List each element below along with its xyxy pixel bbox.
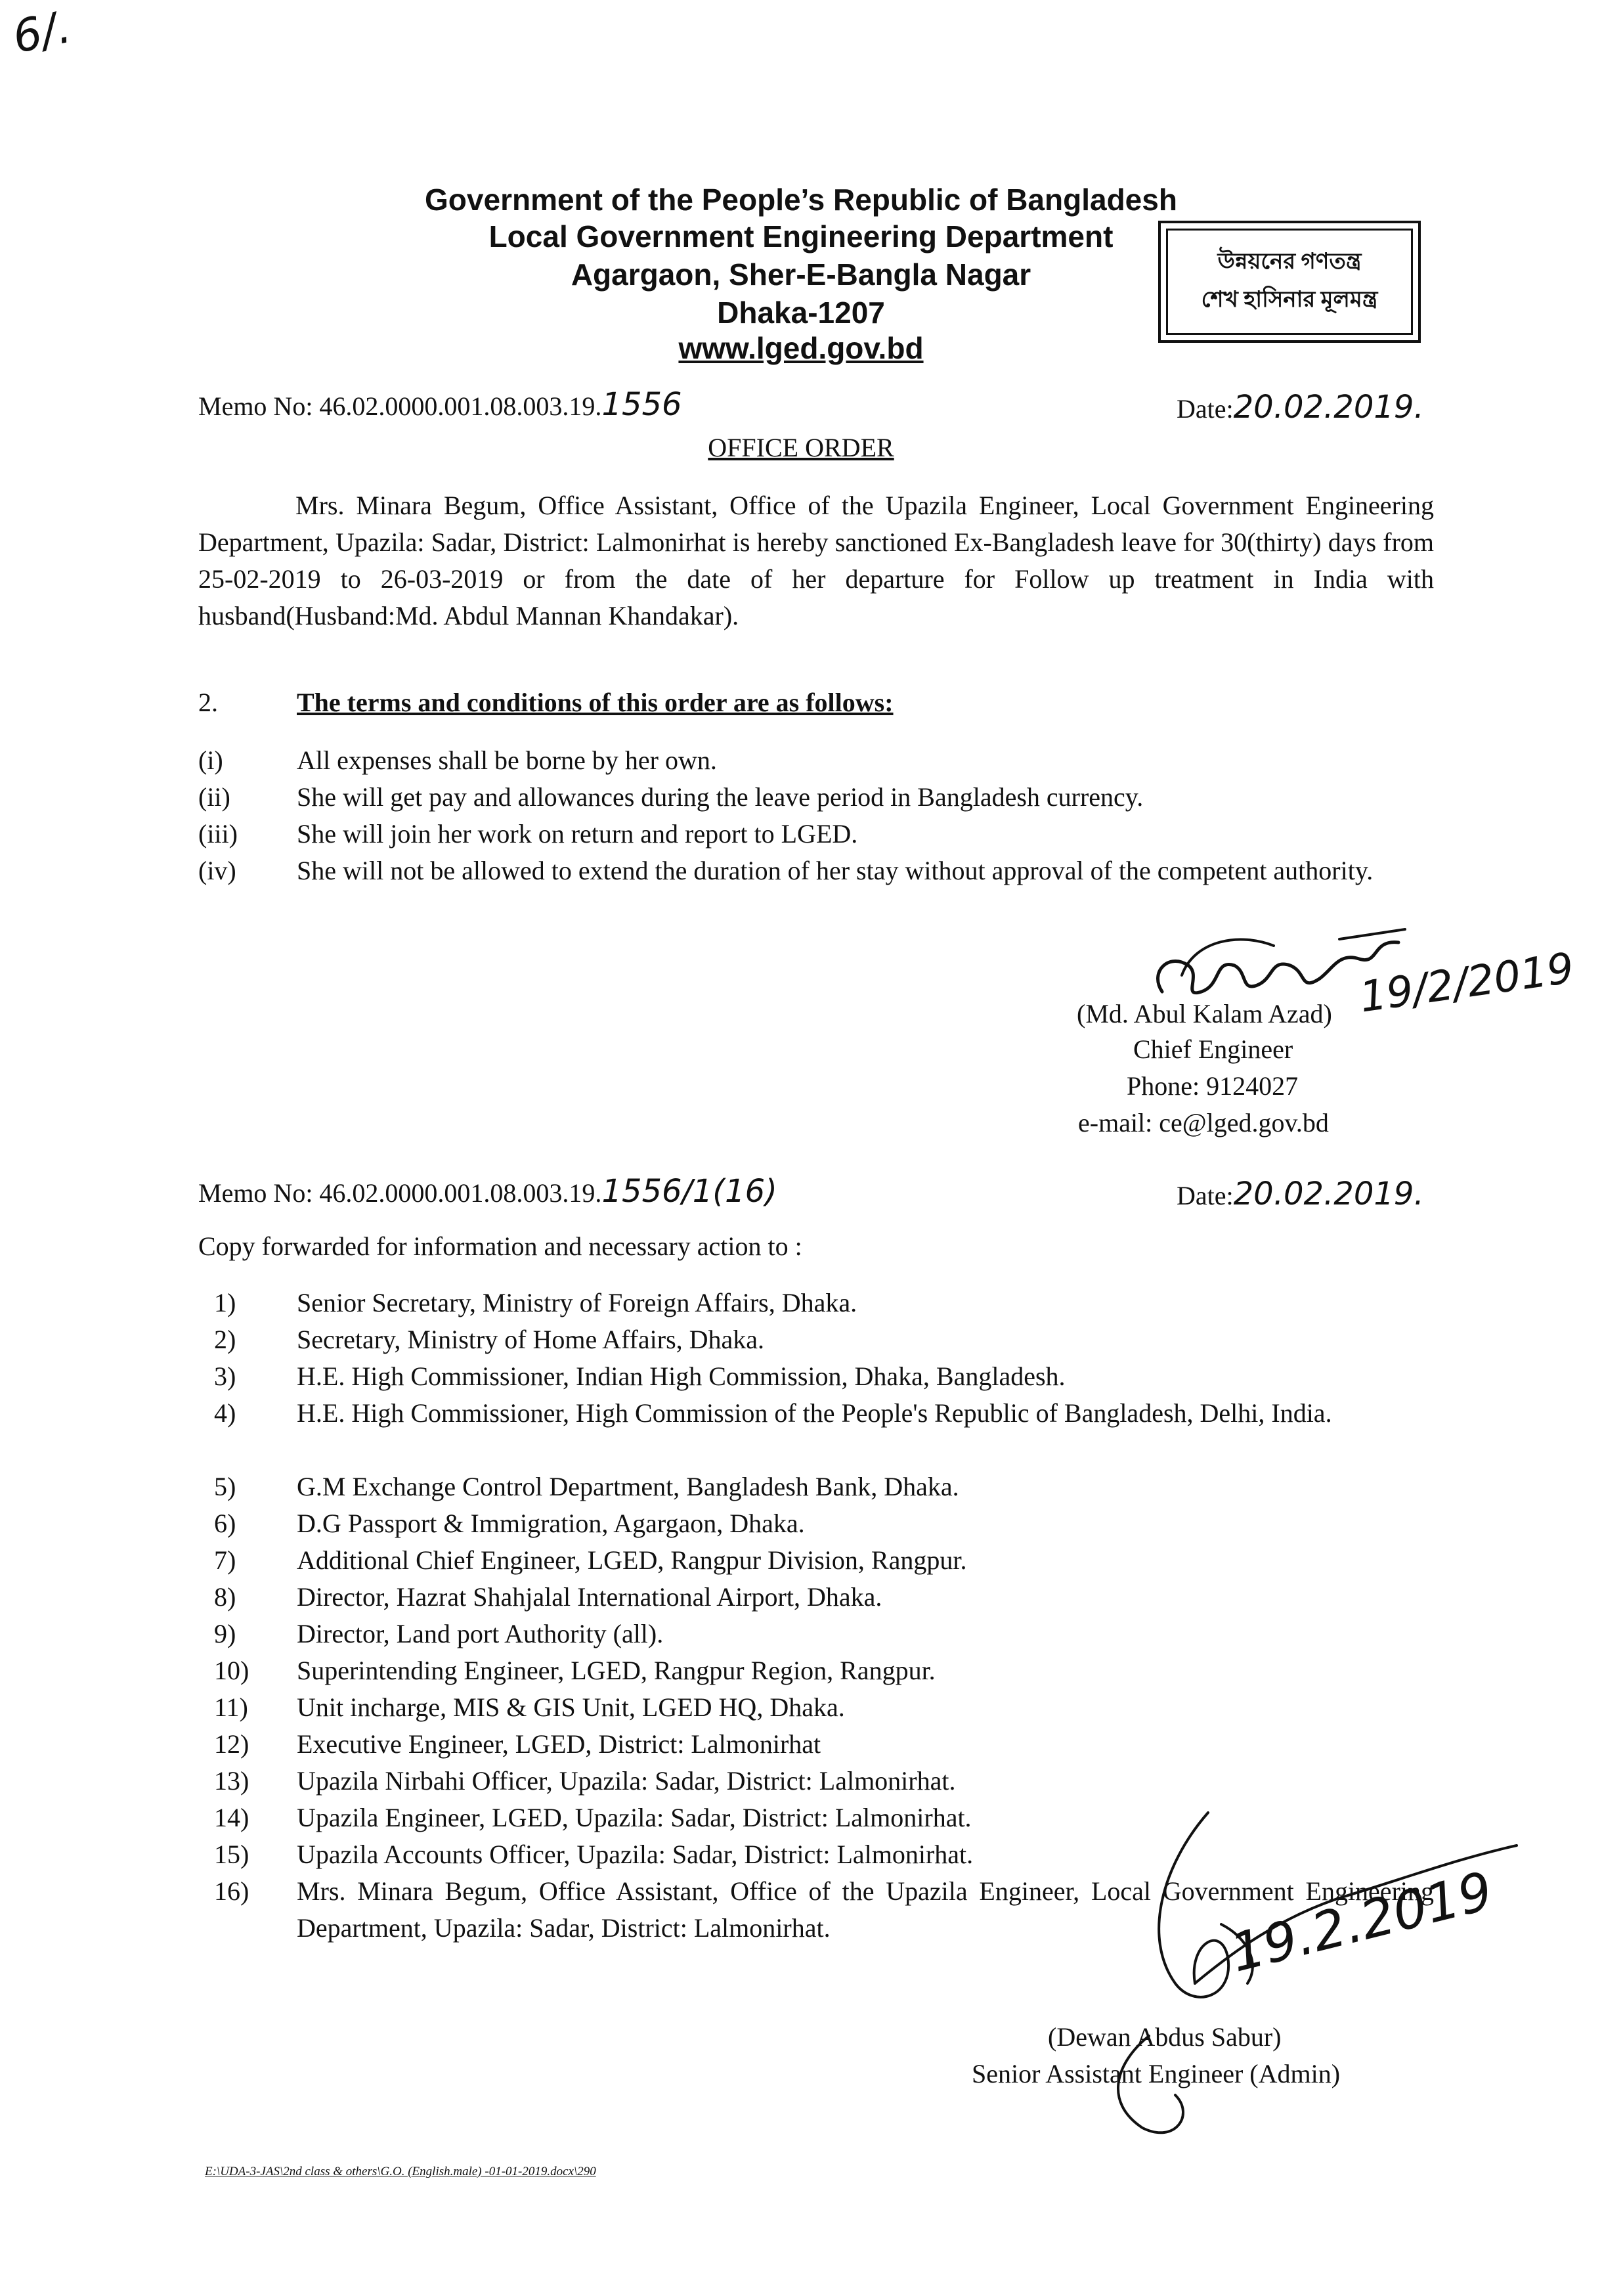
recipient-num: 10): [214, 1656, 249, 1685]
header-address: Agargaon, Sher-E-Bangla Nagar: [571, 257, 1031, 292]
signatory-1-email[interactable]: e-mail: ce@lged.gov.bd: [1078, 1108, 1329, 1137]
condition-item: [198, 779, 1434, 816]
file-path: E:\UDA-3-JAS\2nd class & others\G.O. (English.male) -01-01-2019.docx\290: [205, 2165, 596, 2178]
condition-text: All expenses shall be borne by her own.: [297, 745, 717, 775]
list-item: [198, 1542, 1434, 1579]
condition-text: She will not be allowed to extend the duration of her stay without approval of the competent authority.: [297, 856, 1374, 885]
recipient-num: 6): [214, 1509, 236, 1538]
list-item: [198, 1321, 1434, 1358]
recipient-text: H.E. High Commissioner, Indian High Commission, Dhaka, Bangladesh.: [297, 1361, 1066, 1391]
header-website[interactable]: www.lged.gov.bd: [678, 331, 924, 365]
signature-senior-assistant-engineer: [1064, 1786, 1523, 2157]
header-city: Dhaka-1207: [717, 296, 885, 330]
recipient-num: 2): [214, 1325, 236, 1354]
recipient-text: Additional Chief Engineer, LGED, Rangpur Division, Rangpur.: [297, 1545, 967, 1575]
copy-memo-label: Memo No: 46.02.0000.001.08.003.19.: [198, 1178, 602, 1208]
date-line: [1177, 389, 1424, 428]
list-item: [198, 1505, 1434, 1542]
recipient-num: 11): [214, 1692, 248, 1722]
memo-line: [198, 386, 682, 425]
list-item: [198, 1726, 1434, 1763]
recipient-num: 15): [214, 1840, 249, 1869]
signatory-1-name: (Md. Abul Kalam Azad): [1077, 999, 1332, 1028]
slogan-line-2: শেখ হাসিনার মূলমন্ত্র: [1201, 288, 1378, 312]
recipient-num: 13): [214, 1766, 249, 1796]
recipient-text: Upazila Accounts Officer, Upazila: Sadar, District: Lalmonirhat.: [297, 1840, 974, 1869]
list-item: [198, 1285, 1434, 1321]
recipient-num: 3): [214, 1361, 236, 1391]
slogan-box: [1158, 221, 1421, 343]
list-item: [198, 1652, 1434, 1689]
recipient-text: Unit incharge, MIS & GIS Unit, LGED HQ, Dhaka.: [297, 1692, 845, 1722]
header-government: Government of the People’s Republic of Bangladesh: [425, 183, 1177, 217]
copy-intro: Copy forwarded for information and necessary action to :: [198, 1231, 802, 1261]
list-item: [198, 1579, 1434, 1616]
date-label: Date:: [1177, 394, 1234, 424]
recipient-text: Senior Secretary, Ministry of Foreign Affairs, Dhaka.: [297, 1288, 857, 1317]
list-item: [198, 1689, 1434, 1726]
recipient-text: Upazila Nirbahi Officer, Upazila: Sadar, District: Lalmonirhat.: [297, 1766, 956, 1796]
section-number: 2.: [198, 688, 218, 717]
header-department: Local Government Engineering Department: [488, 219, 1114, 254]
recipient-text: D.G Passport & Immigration, Agargaon, Dhaka.: [297, 1509, 805, 1538]
recipient-num: 7): [214, 1545, 236, 1575]
recipient-text: H.E. High Commissioner, High Commission of the People's Republic of Bangladesh, Delhi, India.: [297, 1398, 1332, 1428]
condition-text: She will join her work on return and report to LGED.: [297, 819, 858, 849]
signatory-2-designation: Senior Assistant Engineer (Admin): [972, 2059, 1341, 2088]
conditions-list: [198, 742, 1434, 926]
date-value: 20.02.2019.: [1233, 389, 1424, 426]
condition-num: (i): [198, 745, 223, 775]
recipient-num: 1): [214, 1288, 236, 1317]
section-heading: The terms and conditions of this order are as follows:: [297, 688, 894, 717]
copy-date-value: 20.02.2019.: [1233, 1176, 1424, 1212]
recipient-text: Director, Hazrat Shahjalal International Airport, Dhaka.: [297, 1582, 882, 1612]
copy-memo-line: [198, 1173, 777, 1212]
condition-num: (ii): [198, 782, 230, 812]
copy-memo-number: 1556/1(16): [601, 1173, 777, 1210]
recipient-num: 5): [214, 1472, 236, 1501]
list-item: [198, 1358, 1434, 1395]
recipient-text: G.M Exchange Control Department, Bangladesh Bank, Dhaka.: [297, 1472, 959, 1501]
order-body: Mrs. Minara Begum, Office Assistant, Office of the Upazila Engineer, Local Government Engineering Department, Upazila: Sadar, District: Lalmonirhat is hereby sanctioned Ex-Bangladesh leave for 30(thirty) days from 25-02-2019 to 26-03-2019 or from the date of her departure for Follow up treatment in India with husband(Husband:Md. Abdul Mannan Khandakar).: [198, 491, 1434, 630]
condition-item: [198, 816, 1434, 852]
recipient-num: 16): [214, 1876, 249, 1906]
condition-text: She will get pay and allowances during the leave period in Bangladesh currency.: [297, 782, 1144, 812]
office-order-title: OFFICE ORDER: [708, 433, 894, 462]
copy-date-line: [1177, 1176, 1424, 1214]
slogan-line-1: উন্নয়নের গণতন্ত্র: [1217, 250, 1362, 274]
list-item: [198, 1395, 1434, 1468]
condition-item: [198, 742, 1434, 779]
signatory-2-name: (Dewan Abdus Sabur): [1048, 2022, 1282, 2052]
recipient-text: Secretary, Ministry of Home Affairs, Dhaka.: [297, 1325, 765, 1354]
recipient-text: Mrs. Minara Begum, Office Assistant, Office of the Upazila Engineer, Local Government Engineering Department, Upazila: Sadar, District: Lalmonirhat.: [297, 1876, 1434, 1943]
signatory-1-phone: Phone: 9124027: [1127, 1071, 1299, 1101]
condition-num: (iv): [198, 856, 236, 885]
recipient-text: Superintending Engineer, LGED, Rangpur Region, Rangpur.: [297, 1656, 936, 1685]
recipient-num: 9): [214, 1619, 236, 1648]
list-item: [198, 1468, 1434, 1505]
signatory-1-designation: Chief Engineer: [1133, 1034, 1293, 1064]
recipient-text: Director, Land port Authority (all).: [297, 1619, 664, 1648]
recipient-text: Upazila Engineer, LGED, Upazila: Sadar, District: Lalmonirhat.: [297, 1803, 972, 1832]
recipient-text: Executive Engineer, LGED, District: Lalmonirhat: [297, 1729, 821, 1759]
recipient-num: 4): [214, 1398, 236, 1428]
signature-2-date: 19.2.2019: [1224, 1860, 1499, 1984]
recipient-num: 8): [214, 1582, 236, 1612]
recipient-num: 14): [214, 1803, 249, 1832]
margin-mark: 6/.: [8, 1, 76, 64]
memo-label: Memo No: 46.02.0000.001.08.003.19.: [198, 391, 602, 421]
memo-number: 1556: [601, 386, 682, 423]
recipient-num: 12): [214, 1729, 249, 1759]
signature-1-date: 19/2/2019: [1356, 944, 1577, 1023]
list-item: [198, 1616, 1434, 1652]
copy-date-label: Date:: [1177, 1181, 1234, 1210]
condition-num: (iii): [198, 819, 238, 849]
